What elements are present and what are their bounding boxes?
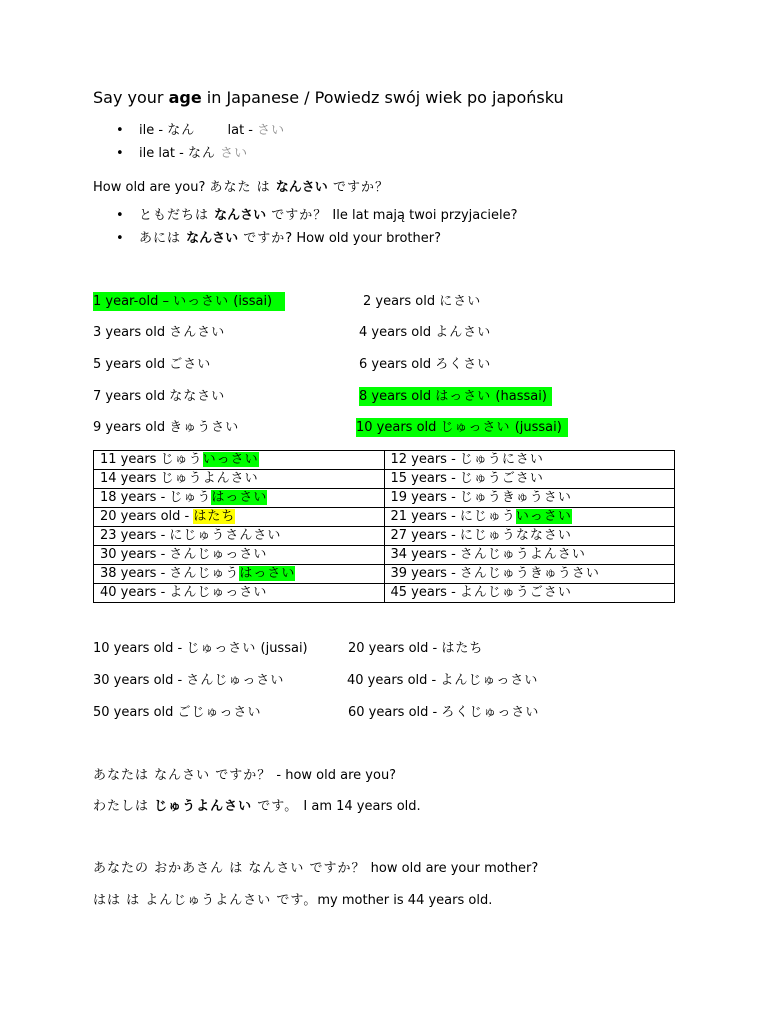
- example-list: [116, 204, 518, 250]
- cell-label: 39 years -: [390, 566, 460, 581]
- tens-japanese: よんじゅっさい: [440, 673, 539, 688]
- question-japanese: あなた は: [209, 180, 276, 195]
- table-cell: [384, 508, 675, 527]
- age-japanese: ごさい: [169, 357, 212, 372]
- tens-label: 30 years old -: [93, 673, 187, 688]
- age-japanese: ろくさい: [435, 357, 492, 372]
- question-japanese-end: ですか？: [327, 180, 389, 195]
- age-romaji: (hassai): [491, 389, 547, 404]
- example-japanese: あには: [139, 231, 187, 246]
- cell-highlight: はっさい: [239, 566, 296, 581]
- tens-entry-40: [347, 669, 538, 688]
- table-cell: [384, 546, 675, 565]
- cell-japanese: じゅうごさい: [459, 471, 544, 486]
- cell-label: 15 years -: [390, 471, 460, 486]
- table-cell: [94, 470, 385, 489]
- cell-label: 40 years -: [100, 585, 170, 600]
- table-cell: [94, 489, 385, 508]
- tens-entry-60: [348, 701, 539, 720]
- age-japanese: よんさい: [435, 325, 492, 340]
- question-line: [93, 176, 389, 195]
- age-japanese: いっさい: [173, 294, 230, 309]
- cell-label: 20 years old -: [100, 509, 194, 524]
- title-bold-word: age: [168, 88, 202, 107]
- cell-japanese: さんじゅうよんさい: [459, 547, 586, 562]
- tens-label: 50 years old: [93, 705, 178, 720]
- dialogue-japanese: あなたは なんさい ですか？: [93, 768, 277, 783]
- cell-label: 30 years -: [100, 547, 170, 562]
- tens-label: 40 years old -: [347, 673, 441, 688]
- table-cell: [94, 451, 385, 470]
- table-cell: [384, 489, 675, 508]
- tens-label: 60 years old -: [348, 705, 442, 720]
- page-title: [93, 88, 564, 107]
- age-japanese: きゅうさい: [169, 420, 240, 435]
- bullet-icon: •: [116, 231, 124, 246]
- title-text-rest: in Japanese / Powiedz swój wiek po japońsku: [201, 88, 564, 107]
- age-entry-7: [93, 387, 225, 406]
- age-label: 10 years old: [356, 420, 441, 435]
- dialogue-bold: じゅうよんさい: [154, 799, 253, 814]
- tens-label: 20 years old -: [348, 641, 442, 656]
- dialogue-japanese: はは は よんじゅうよんさい です。: [93, 893, 318, 908]
- age-japanese: はっさい: [435, 389, 492, 404]
- title-text: Say your: [93, 88, 169, 107]
- example-japanese-end: ですか: [238, 231, 286, 246]
- cell-japanese: じゅう: [169, 490, 212, 505]
- dialogue-english: I am 14 years old.: [303, 799, 421, 814]
- cell-highlight: はっさい: [211, 490, 268, 505]
- table-cell: [384, 470, 675, 489]
- vocab-polish: lat -: [227, 123, 258, 138]
- cell-label: 38 years -: [100, 566, 170, 581]
- bullet-icon: •: [116, 208, 124, 223]
- tens-japanese: さんじゅっさい: [186, 673, 285, 688]
- tens-japanese: じゅっさい: [186, 641, 257, 656]
- table-row: [94, 584, 675, 603]
- vocab-item: [116, 142, 285, 165]
- example-japanese: ともだちは: [139, 208, 215, 223]
- table-cell: [94, 508, 385, 527]
- vocab-japanese: なん: [167, 123, 196, 138]
- example-item: [116, 204, 518, 227]
- table-row: [94, 565, 675, 584]
- age-entry-5: [93, 355, 211, 374]
- vocab-polish: ile -: [139, 123, 168, 138]
- age-romaji: (jussai): [510, 420, 562, 435]
- example-translation: ? How old your brother?: [285, 231, 441, 246]
- bullet-icon: •: [116, 123, 124, 138]
- cell-label: 34 years -: [390, 547, 460, 562]
- tens-label: 10 years old -: [93, 641, 187, 656]
- age-entry-4: [359, 323, 491, 342]
- tens-romaji: (jussai): [256, 641, 308, 656]
- vocab-japanese: さい: [220, 146, 249, 161]
- table-row: [94, 489, 675, 508]
- table-row: [94, 527, 675, 546]
- age-entry-9: [93, 418, 239, 437]
- cell-label: 12 years -: [390, 452, 460, 467]
- dialogue-line-2: [93, 795, 421, 814]
- example-japanese-end: ですか？: [266, 208, 333, 223]
- tens-entry-30: [93, 669, 284, 688]
- example-translation: Ile lat mają twoi przyjaciele?: [332, 208, 518, 223]
- age-japanese: さんさい: [169, 325, 226, 340]
- age-label: 4 years old: [359, 325, 436, 340]
- tens-entry-50: [93, 701, 262, 720]
- example-bold: なんさい: [214, 208, 267, 223]
- dialogue-japanese-end: です。: [252, 799, 304, 814]
- age-entry-1: [93, 292, 285, 311]
- cell-label: 19 years -: [390, 490, 460, 505]
- cell-japanese: じゅうきゅうさい: [459, 490, 572, 505]
- cell-japanese: にじゅうさんさい: [169, 528, 282, 543]
- cell-label: 27 years -: [390, 528, 460, 543]
- cell-highlight: いっさい: [202, 452, 259, 467]
- table-cell: [384, 451, 675, 470]
- dialogue-japanese: あなたの おかあさん は なんさい ですか？: [93, 861, 371, 876]
- example-item: [116, 227, 518, 250]
- vocab-list: [116, 119, 286, 165]
- cell-japanese: にじゅう: [459, 509, 516, 524]
- tens-japanese: はたち: [441, 641, 484, 656]
- age-label: 1 year-old –: [93, 294, 174, 309]
- age-label: 9 years old: [93, 420, 170, 435]
- table-row: [94, 470, 675, 489]
- age-entry-3: [93, 323, 225, 342]
- dialogue-english: how old are your mother?: [370, 861, 539, 876]
- dialogue-line-4: [93, 889, 492, 908]
- question-english: How old are you?: [93, 180, 210, 195]
- age-entry-2: [363, 292, 481, 311]
- age-label: 3 years old: [93, 325, 170, 340]
- table-cell: [94, 546, 385, 565]
- tens-entry-10: [93, 637, 308, 656]
- age-label: 6 years old: [359, 357, 436, 372]
- vocab-japanese: なん: [188, 146, 217, 161]
- table-row: [94, 508, 675, 527]
- cell-japanese: さんじゅうきゅうさい: [459, 566, 600, 581]
- example-bold: なんさい: [186, 231, 239, 246]
- cell-highlight: はたち: [193, 509, 236, 524]
- age-entry-6: [359, 355, 491, 374]
- dialogue-english: my mother is 44 years old.: [317, 893, 493, 908]
- age-romaji: (issai): [229, 294, 273, 309]
- table-row: [94, 451, 675, 470]
- vocab-polish: ile lat -: [139, 146, 188, 161]
- dialogue-japanese: わたしは: [93, 799, 155, 814]
- age-label: 7 years old: [93, 389, 170, 404]
- dialogue-line-3: [93, 857, 538, 876]
- table-cell: [94, 584, 385, 603]
- table-cell: [384, 584, 675, 603]
- dialogue-line-1: [93, 764, 396, 783]
- table-cell: [94, 527, 385, 546]
- cell-label: 23 years -: [100, 528, 170, 543]
- table-cell: [384, 565, 675, 584]
- age-label: 2 years old: [363, 294, 440, 309]
- cell-japanese: じゅうよんさい: [160, 471, 259, 486]
- cell-japanese: じゅう: [160, 452, 203, 467]
- cell-japanese: よんじゅうごさい: [459, 585, 572, 600]
- cell-japanese: さんじゅう: [169, 566, 240, 581]
- age-entry-10: [356, 418, 568, 437]
- vocab-japanese: さい: [257, 123, 286, 138]
- table-row: [94, 546, 675, 565]
- cell-highlight: いっさい: [515, 509, 572, 524]
- age-japanese: じゅっさい: [440, 420, 511, 435]
- cell-label: 21 years -: [390, 509, 460, 524]
- vocab-item: [116, 119, 286, 142]
- age-label: 8 years old: [359, 389, 436, 404]
- cell-label: 18 years -: [100, 490, 170, 505]
- bullet-icon: •: [116, 146, 124, 161]
- age-japanese: ななさい: [169, 389, 226, 404]
- cell-japanese: じゅうにさい: [459, 452, 544, 467]
- cell-label: 14 years: [100, 471, 161, 486]
- cell-label: 45 years -: [390, 585, 460, 600]
- table-cell: [94, 565, 385, 584]
- age-japanese: にさい: [439, 294, 482, 309]
- tens-entry-20: [348, 637, 483, 656]
- tens-japanese: ろくじゅっさい: [441, 705, 540, 720]
- age-entry-8: [359, 387, 552, 406]
- table-cell: [384, 527, 675, 546]
- cell-japanese: さんじゅっさい: [169, 547, 268, 562]
- ages-table: [93, 450, 675, 603]
- cell-japanese: にじゅうななさい: [459, 528, 572, 543]
- dialogue-english: - how old are you?: [276, 768, 397, 783]
- cell-japanese: よんじゅっさい: [169, 585, 268, 600]
- age-label: 5 years old: [93, 357, 170, 372]
- cell-label: 11 years: [100, 452, 161, 467]
- tens-japanese: ごじゅっさい: [177, 705, 262, 720]
- question-bold: なんさい: [275, 180, 328, 195]
